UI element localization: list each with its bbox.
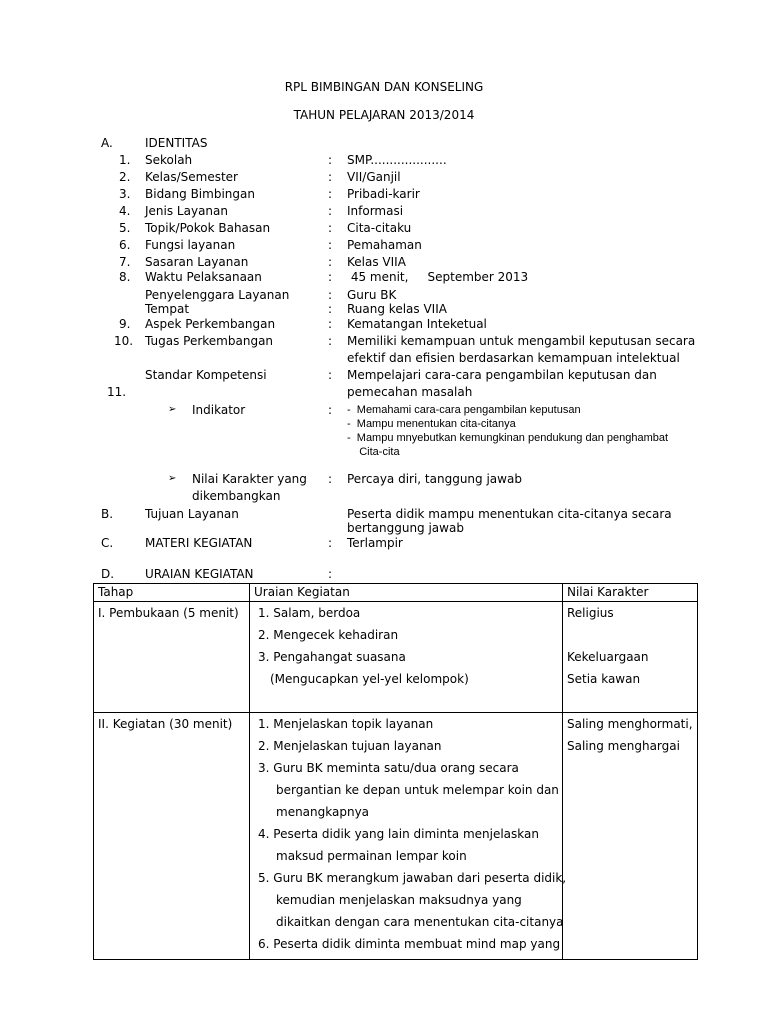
uraian-cell [250, 713, 567, 960]
uraian-line: (Mengucapkan yel-yel kelompok) [270, 672, 469, 686]
tugas-line: efektif dan efisien berdasarkan kemampuan intelektual [347, 351, 680, 365]
header-nilai: Nilai Karakter [563, 584, 698, 602]
identity-colon: : [328, 170, 333, 184]
identity-num: 6. [119, 238, 131, 252]
identity-value: 45 menit, September 2013 [347, 270, 529, 284]
uraian-line: dikaitkan dengan cara menentukan cita-citanya [276, 915, 564, 929]
identity-colon: : [328, 255, 333, 269]
identity-colon: : [328, 270, 333, 284]
section-c-title: MATERI KEGIATAN [145, 536, 253, 550]
uraian-line: 6. Peserta didik diminta membuat mind map yang [258, 937, 561, 951]
identity-value: Ruang kelas VIIA [347, 302, 447, 316]
standar-colon: : [328, 368, 333, 382]
uraian-cell [250, 602, 563, 713]
header-tahap: Tahap [94, 584, 250, 602]
indikator-colon: : [328, 403, 333, 417]
identity-num: 8. [119, 270, 131, 284]
table-row [94, 713, 698, 960]
identity-value: Guru BK [347, 288, 397, 302]
identity-value: Pribadi-karir [347, 187, 420, 201]
arrow-bullet-icon: ➢ [168, 404, 177, 415]
identity-colon: : [328, 221, 333, 235]
arrow-bullet-icon: ➢ [168, 473, 177, 484]
identity-colon: : [328, 153, 333, 167]
standar-num: 11. [107, 385, 127, 399]
identity-colon: : [328, 238, 333, 252]
identity-num: 4. [119, 204, 131, 218]
uraian-line: 2. Menjelaskan tujuan layanan [258, 739, 442, 753]
standar-line: Mempelajari cara-cara pengambilan keputusan dan [347, 368, 657, 382]
tahap-text: II. Kegiatan (30 menit) [98, 717, 233, 731]
materi-value: Terlampir [347, 536, 403, 550]
section-a-letter: A. [101, 136, 113, 150]
indikator-label: Indikator [192, 403, 246, 417]
identity-num: 5. [119, 221, 131, 235]
uraian-line: 2. Mengecek kehadiran [258, 628, 399, 642]
uraian-line: 3. Guru BK meminta satu/dua orang secara [258, 761, 519, 775]
identity-num: 3. [119, 187, 131, 201]
uraian-line: kemudian menjelaskan maksudnya yang [276, 893, 522, 907]
identity-value: VII/Ganjil [347, 170, 401, 184]
uraian-line: maksud permainan lempar koin [276, 849, 467, 863]
nilai-label: Nilai Karakter yang [192, 472, 307, 486]
identity-colon: : [328, 288, 333, 302]
tujuan-line: Peserta didik mampu menentukan cita-citanya secara [347, 507, 672, 521]
table-row [94, 602, 698, 713]
indikator-item: - Memahami cara-cara pengambilan keputusan [347, 404, 581, 416]
tugas-colon: : [328, 334, 333, 348]
identity-num: 9. [119, 317, 131, 331]
nilai-colon: : [328, 472, 333, 486]
nilai-cell [563, 602, 698, 713]
identity-colon: : [328, 317, 333, 331]
nilai-line: Saling menghormati, [567, 717, 693, 731]
uraian-line: 1. Menjelaskan topik layanan [258, 717, 434, 731]
section-d-title: URAIAN KEGIATAN [145, 567, 254, 581]
identity-value: Cita-citaku [347, 221, 412, 235]
tugas-num: 10. [114, 334, 134, 348]
table-header-row [94, 584, 698, 602]
tugas-label: Tugas Perkembangan [145, 334, 274, 348]
section-c-letter: C. [101, 536, 114, 550]
activity-table [93, 583, 698, 960]
nilai-value: Percaya diri, tanggung jawab [347, 472, 522, 486]
identity-value: Pemahaman [347, 238, 422, 252]
nilai-line [567, 624, 697, 646]
document-title: RPL BIMBINGAN DAN KONSELING [284, 80, 484, 94]
identity-label: Tempat [145, 302, 190, 316]
identity-value: Kelas VIIA [347, 255, 406, 269]
nilai-line: Saling menghargai [567, 739, 680, 753]
identity-label: Sekolah [145, 153, 193, 167]
identity-label: Jenis Layanan [145, 204, 228, 218]
identity-value: SMP.................... [347, 153, 447, 167]
identity-colon: : [328, 204, 333, 218]
tahap-cell [94, 602, 250, 713]
section-b-letter: B. [101, 507, 114, 521]
uraian-line: bergantian ke depan untuk melempar koin dan [276, 783, 559, 797]
section-c-colon: : [328, 536, 333, 550]
identity-label: Penyelenggara Layanan [145, 288, 290, 302]
indikator-item: - Mampu mnyebutkan kemungkinan pendukung dan penghambat [347, 432, 669, 444]
identity-num: 7. [119, 255, 131, 269]
tugas-line: Memiliki kemampuan untuk mengambil keputusan secara [347, 334, 696, 348]
uraian-line: 3. Pengahangat suasana [258, 650, 406, 664]
identity-label: Bidang Bimbingan [145, 187, 255, 201]
standar-label: Standar Kompetensi [145, 368, 267, 382]
section-a-title: IDENTITAS [145, 136, 208, 150]
identity-num: 1. [119, 153, 131, 167]
standar-line: pemecahan masalah [347, 385, 473, 399]
tahap-text: I. Pembukaan (5 menit) [98, 606, 239, 620]
identity-colon: : [328, 187, 333, 201]
identity-value: Kematangan Inteketual [347, 317, 487, 331]
nilai-line: Setia kawan [567, 672, 641, 686]
uraian-line: 4. Peserta didik yang lain diminta menjelaskan [258, 827, 539, 841]
tujuan-line: bertanggung jawab [347, 521, 464, 535]
nilai-label: dikembangkan [192, 489, 281, 503]
identity-label: Kelas/Semester [145, 170, 238, 184]
section-d-letter: D. [101, 567, 115, 581]
tahap-cell [94, 713, 250, 960]
identity-label: Topik/Pokok Bahasan [145, 221, 271, 235]
academic-year: TAHUN PELAJARAN 2013/2014 [293, 108, 475, 122]
identity-label: Aspek Perkembangan [145, 317, 276, 331]
indikator-item: - Mampu menentukan cita-citanya [347, 418, 516, 430]
identity-label: Sasaran Layanan [145, 255, 249, 269]
identity-label: Fungsi layanan [145, 238, 236, 252]
nilai-line: Kekeluargaan [567, 650, 649, 664]
nilai-cell [563, 713, 698, 960]
section-d-colon: : [328, 567, 333, 581]
section-b-title: Tujuan Layanan [145, 507, 239, 521]
indikator-item: Cita-cita [347, 446, 400, 458]
identity-label: Waktu Pelaksanaan [145, 270, 262, 284]
identity-colon: : [328, 302, 333, 316]
uraian-line: 5. Guru BK merangkum jawaban dari peserta didik, [258, 871, 567, 885]
header-uraian: Uraian Kegiatan [250, 584, 563, 602]
identity-value: Informasi [347, 204, 404, 218]
uraian-line: menangkapnya [276, 805, 370, 819]
uraian-line: 1. Salam, berdoa [258, 606, 361, 620]
nilai-line: Religius [567, 606, 614, 620]
identity-num: 2. [119, 170, 131, 184]
